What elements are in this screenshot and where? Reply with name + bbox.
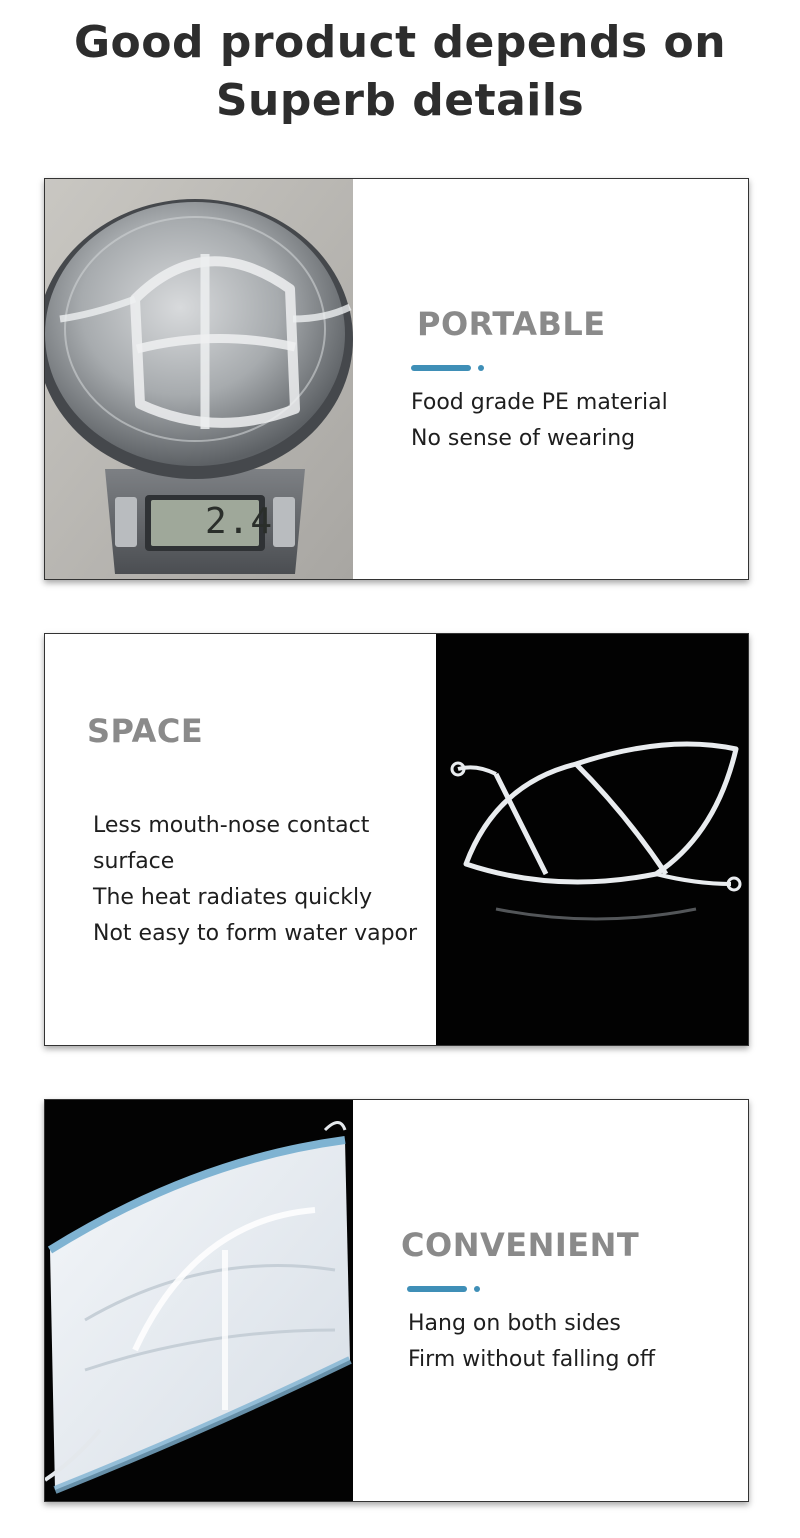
- feature-title-space: SPACE: [87, 712, 204, 750]
- scale-readout: 2.4: [205, 501, 274, 542]
- feature-line: Hang on both sides: [408, 1311, 621, 1336]
- scale-photo: [45, 179, 353, 579]
- feature-title-convenient: CONVENIENT: [401, 1226, 640, 1264]
- accent-bar: [407, 1286, 467, 1292]
- feature-line: Firm without falling off: [408, 1347, 656, 1372]
- feature-line: Less mouth-nose contact: [93, 813, 370, 838]
- feature-panel-portable: [44, 178, 749, 580]
- portable-text-block: [411, 305, 668, 457]
- convenient-text-block: [401, 1226, 655, 1378]
- feature-line: surface: [93, 849, 175, 874]
- accent-divider: [407, 1286, 655, 1292]
- accent-dot: [474, 1286, 480, 1292]
- accent-bar: [411, 365, 471, 371]
- accent-divider: [411, 365, 668, 371]
- space-text-block: [87, 712, 417, 952]
- feature-title-portable: PORTABLE: [417, 305, 606, 343]
- feature-line: No sense of wearing: [411, 426, 636, 451]
- feature-panel-space: [44, 633, 749, 1046]
- feature-panel-convenient: [44, 1099, 749, 1502]
- bracket-photo: [436, 634, 749, 1045]
- headline-line-1: Good product depends on: [73, 17, 727, 68]
- page-headline: [0, 14, 800, 130]
- mask-photo: [45, 1100, 353, 1501]
- feature-line: Food grade PE material: [411, 390, 668, 415]
- headline-line-2: Superb details: [215, 75, 585, 126]
- accent-dot: [478, 365, 484, 371]
- feature-line: The heat radiates quickly: [93, 885, 373, 910]
- feature-line: Not easy to form water vapor: [93, 921, 418, 946]
